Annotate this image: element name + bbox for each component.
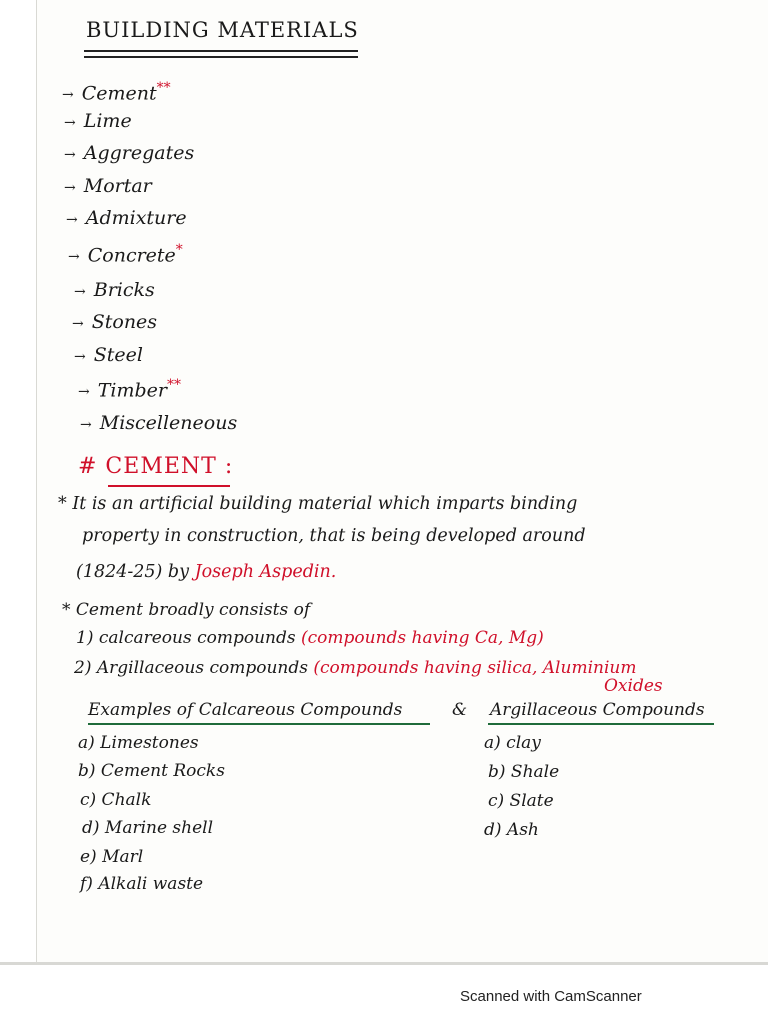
section-heading: # CEMENT : [78, 454, 234, 479]
title-underline [84, 50, 358, 52]
arrow-icon: → [64, 180, 76, 196]
list-item: → Lime [64, 110, 132, 132]
page-edge [0, 962, 768, 965]
list-item: → Timber** [78, 377, 181, 402]
argillaceous-heading: Argillaceous Compounds [490, 700, 705, 720]
definition-line: property in construction, that is being developed around [82, 526, 586, 546]
compound-item: 2) Argillaceous compounds (compounds having silica, Aluminium [74, 658, 637, 678]
compound-item: 1) calcareous compounds (compounds having Ca, Mg) [76, 628, 544, 648]
list-item: → Stones [72, 311, 158, 333]
scanner-watermark: Scanned with CamScanner [460, 988, 642, 1005]
title-underline-2 [84, 56, 358, 58]
calcareous-heading: Examples of Calcareous Compounds [88, 700, 403, 720]
argillaceous-example: d) Ash [484, 820, 539, 840]
definition-line: (1824-25) by Joseph Aspedin. [76, 562, 337, 582]
arrow-icon: → [64, 115, 76, 131]
list-item: → Admixture [66, 207, 187, 229]
arrow-icon: → [74, 284, 86, 300]
list-item: → Steel [74, 344, 143, 366]
list-item: → Aggregates [64, 142, 195, 164]
calcareous-example: c) Chalk [80, 790, 152, 810]
calcareous-example: f) Alkali waste [80, 874, 204, 894]
calcareous-example: b) Cement Rocks [78, 761, 225, 781]
argillaceous-example: b) Shale [488, 762, 560, 782]
ampersand: & [452, 700, 468, 720]
argillaceous-heading-underline [488, 723, 714, 725]
calcareous-example: d) Marine shell [82, 818, 214, 838]
arrow-icon: → [64, 147, 76, 163]
calcareous-example: a) Limestones [78, 733, 199, 753]
page-title: BUILDING MATERIALS [86, 18, 359, 42]
list-item: → Miscelleneous [80, 412, 238, 434]
calcareous-example: e) Marl [80, 847, 144, 867]
arrow-icon: → [62, 87, 74, 104]
calcareous-heading-underline [88, 723, 430, 725]
arrow-icon: → [80, 417, 92, 433]
arrow-icon: → [66, 212, 78, 228]
arrow-icon: → [74, 349, 86, 365]
list-item: → Concrete* [68, 242, 183, 267]
compound-note: Oxides [604, 676, 663, 696]
argillaceous-example: c) Slate [488, 791, 554, 811]
definition-line: * It is an artificial building material which imparts binding [58, 494, 578, 514]
arrow-icon: → [72, 316, 84, 332]
list-item: → Mortar [64, 175, 152, 197]
consists-intro: * Cement broadly consists of [62, 600, 311, 620]
list-item: → Cement** [62, 80, 171, 105]
inventor-name: Joseph Aspedin. [194, 562, 337, 582]
arrow-icon: → [78, 384, 90, 401]
argillaceous-example: a) clay [484, 733, 541, 753]
heading-underline [108, 485, 230, 487]
arrow-icon: → [68, 249, 80, 266]
list-item: → Bricks [74, 279, 155, 301]
